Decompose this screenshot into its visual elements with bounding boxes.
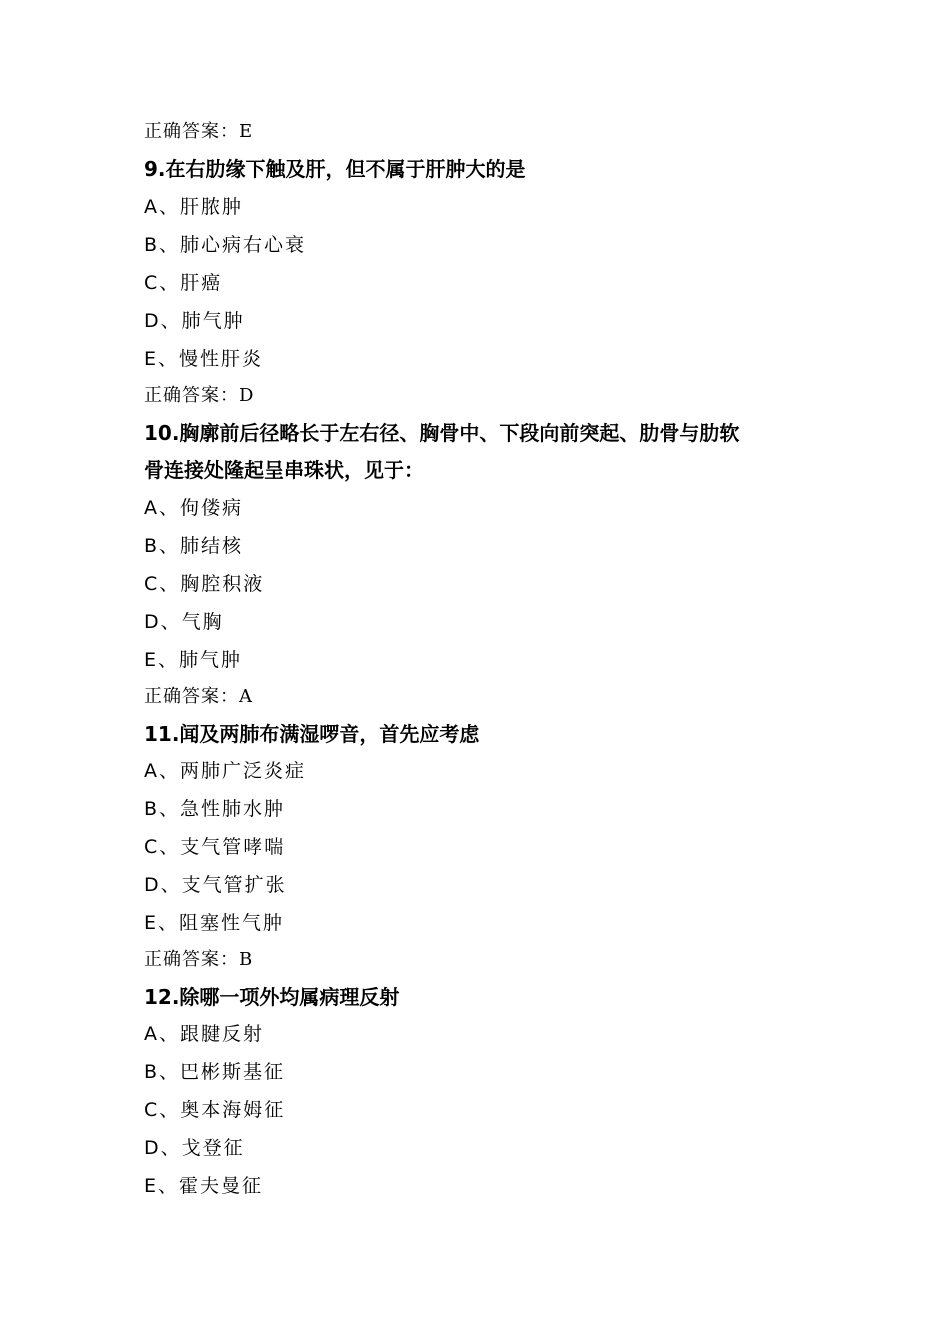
option-line: B、急性肺水肿 <box>144 798 286 820</box>
answer-line: 正确答案：E <box>144 121 254 142</box>
option-line: A、跟腱反射 <box>144 1023 264 1045</box>
option-line: B、巴彬斯基征 <box>144 1061 286 1083</box>
option-line: E、阻塞性气肿 <box>144 912 285 934</box>
answer-line: 正确答案：B <box>144 949 254 970</box>
option-line: A、两肺广泛炎症 <box>144 760 306 782</box>
option-line: E、霍夫曼征 <box>144 1175 264 1197</box>
option-line: D、支气管扩张 <box>144 874 287 896</box>
option-line: E、肺气肿 <box>144 649 243 671</box>
answer-line: 正确答案：A <box>144 686 253 707</box>
option-line: B、肺结核 <box>144 535 244 557</box>
option-line: A、肝脓肿 <box>144 196 243 218</box>
question-9: 9.在右肋缘下触及肝，但不属于肝肿大的是 <box>144 157 526 181</box>
option-line: B、肺心病右心衰 <box>144 234 307 256</box>
option-line: D、戈登征 <box>144 1137 245 1159</box>
question-10-cont: 骨连接处隆起呈串珠状，见于： <box>144 458 424 482</box>
question-12: 12.除哪一项外均属病理反射 <box>144 985 400 1009</box>
option-line: E、慢性肝炎 <box>144 348 264 370</box>
answer-line: 正确答案：D <box>144 385 255 406</box>
question-10: 10.胸廓前后径略长于左右径、胸骨中、下段向前突起、肋骨与肋软 <box>144 421 740 445</box>
option-line: C、肝癌 <box>144 272 223 294</box>
option-line: C、胸腔积液 <box>144 573 265 595</box>
option-line: A、佝偻病 <box>144 497 243 519</box>
option-line: D、肺气肿 <box>144 310 245 332</box>
option-line: C、支气管哮喘 <box>144 836 286 858</box>
option-line: D、气胸 <box>144 611 224 633</box>
option-line: C、奥本海姆征 <box>144 1099 286 1121</box>
question-11: 11.闻及两肺布满湿啰音，首先应考虑 <box>144 722 480 746</box>
